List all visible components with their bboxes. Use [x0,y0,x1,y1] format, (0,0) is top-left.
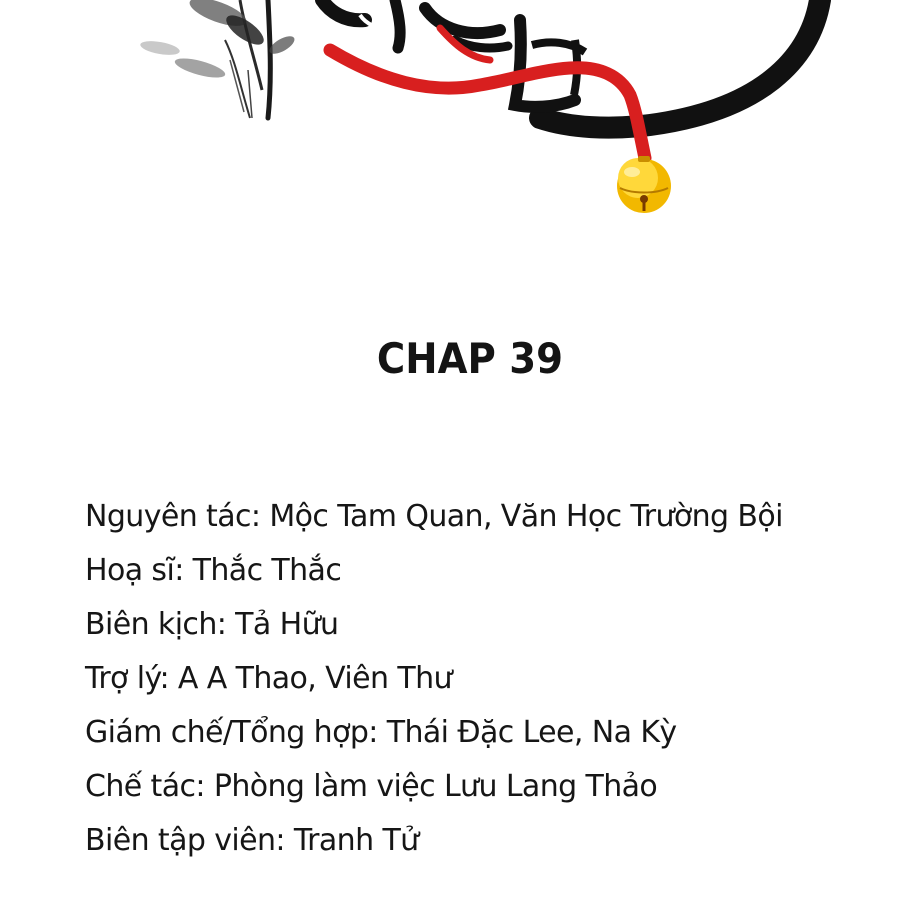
credit-editor: Biên tập viên: Tranh Tử [85,823,419,858]
credit-production: Chế tác: Phòng làm việc Lưu Lang Thảo [85,769,658,804]
credit-assistant: Trợ lý: A A Thao, Viên Thư [85,661,452,696]
title-artwork [0,0,900,230]
golden-bell-icon [617,156,671,213]
credit-supervisor: Giám chế/Tổng hợp: Thái Đặc Lee, Na Kỳ [85,715,677,750]
credit-scriptwriter: Biên kịch: Tả Hữu [85,607,339,642]
credits-list [85,492,885,870]
credit-original-author: Nguyên tác: Mộc Tam Quan, Văn Học Trường Bội [85,499,783,534]
chapter-title: CHAP 39 [376,334,564,383]
ink-branch-icon [139,0,297,118]
credit-artist: Hoạ sĩ: Thắc Thắc [85,553,342,588]
